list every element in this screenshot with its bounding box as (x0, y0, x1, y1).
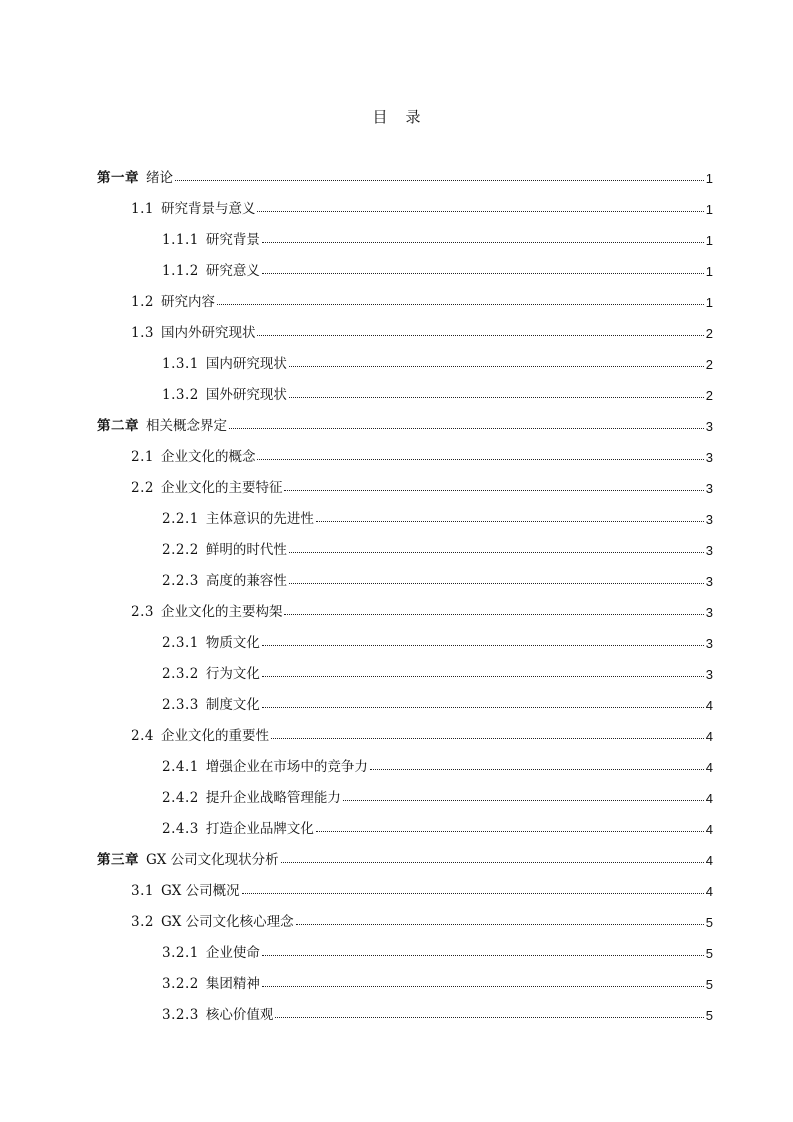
toc-entry[interactable]: 3.2.2 集团精神 5 (162, 976, 713, 992)
dot-leader (229, 428, 704, 429)
dot-leader (262, 645, 704, 646)
dot-leader (289, 366, 704, 367)
dot-leader (296, 924, 704, 925)
dot-leader (289, 583, 704, 584)
page-number: 4 (705, 822, 713, 837)
dot-leader (257, 459, 703, 460)
toc-entry[interactable]: 2.2.3 高度的兼容性 3 (162, 573, 713, 589)
page-number: 1 (705, 233, 713, 248)
toc-entry[interactable]: 2.3.1 物质文化 3 (162, 635, 713, 651)
dot-leader (217, 304, 704, 305)
dot-leader (316, 831, 704, 832)
dot-leader (262, 707, 704, 708)
dot-leader (343, 800, 704, 801)
dot-leader (257, 211, 703, 212)
toc-entry[interactable]: 2.1 企业文化的概念 3 (131, 449, 713, 465)
toc-entry[interactable]: 3.1 GX 公司概况 4 (131, 883, 713, 899)
dot-leader (175, 180, 704, 181)
page-number: 3 (705, 450, 713, 465)
toc-entry[interactable]: 1.1 研究背景与意义 1 (131, 201, 713, 217)
page-number: 5 (705, 977, 713, 992)
page-number: 5 (705, 915, 713, 930)
dot-leader (275, 1017, 703, 1018)
dot-leader (262, 242, 704, 243)
toc-entry[interactable]: 2.3.2 行为文化 3 (162, 666, 713, 682)
page-number: 4 (705, 729, 713, 744)
dot-leader (284, 614, 703, 615)
page-number: 1 (705, 202, 713, 217)
toc-entry[interactable]: 1.3.1 国内研究现状 2 (162, 356, 713, 372)
toc-entry[interactable]: 第二章 相关概念界定 3 (97, 418, 713, 434)
page-number: 1 (705, 171, 713, 186)
dot-leader (284, 490, 703, 491)
toc-entry[interactable]: 1.1.1 研究背景 1 (162, 232, 713, 248)
toc-entry[interactable]: 2.2 企业文化的主要特征 3 (131, 480, 713, 496)
dot-leader (289, 397, 704, 398)
page-number: 3 (705, 667, 713, 682)
page-number: 2 (705, 357, 713, 372)
page-number: 5 (705, 1008, 713, 1023)
dot-leader (262, 955, 704, 956)
toc-entry[interactable]: 第一章 绪论 1 (97, 170, 713, 186)
page-number: 2 (705, 326, 713, 341)
page-number: 3 (705, 543, 713, 558)
page-number: 3 (705, 419, 713, 434)
toc-entry[interactable]: 2.4.3 打造企业品牌文化 4 (162, 821, 713, 837)
page-number: 4 (705, 791, 713, 806)
dot-leader (271, 738, 704, 739)
page-number: 1 (705, 295, 713, 310)
toc-entry[interactable]: 2.4.1 增强企业在市场中的竞争力 4 (162, 759, 713, 775)
dot-leader (281, 862, 704, 863)
page-number: 4 (705, 884, 713, 899)
page-number: 5 (705, 946, 713, 961)
dot-leader (257, 335, 703, 336)
toc-entry[interactable]: 1.3 国内外研究现状 2 (131, 325, 713, 341)
toc-entry[interactable]: 2.4.2 提升企业战略管理能力 4 (162, 790, 713, 806)
page-number: 3 (705, 481, 713, 496)
toc-entry[interactable]: 3.2.1 企业使命 5 (162, 945, 713, 961)
toc-title: 目录 (372, 108, 439, 126)
dot-leader (262, 986, 704, 987)
dot-leader (262, 676, 704, 677)
toc-entry[interactable]: 1.3.2 国外研究现状 2 (162, 387, 713, 403)
toc-entry[interactable]: 第三章 GX 公司文化现状分析 4 (97, 852, 713, 868)
dot-leader (289, 552, 704, 553)
page-number: 3 (705, 512, 713, 527)
page-number: 4 (705, 698, 713, 713)
toc-entry[interactable]: 2.2.2 鲜明的时代性 3 (162, 542, 713, 558)
page-number: 1 (705, 264, 713, 279)
page-number: 2 (705, 388, 713, 403)
dot-leader (316, 521, 704, 522)
page-number: 4 (705, 760, 713, 775)
dot-leader (262, 273, 704, 274)
dot-leader (370, 769, 704, 770)
toc-entry[interactable]: 3.2.3 核心价值观 5 (162, 1007, 713, 1023)
toc-entry[interactable]: 2.3.3 制度文化 4 (162, 697, 713, 713)
toc-entry[interactable]: 2.2.1 主体意识的先进性 3 (162, 511, 713, 527)
toc-entry[interactable]: 2.3 企业文化的主要构架 3 (131, 604, 713, 620)
toc-entry[interactable]: 1.2 研究内容 1 (131, 294, 713, 310)
toc-entry[interactable]: 1.1.2 研究意义 1 (162, 263, 713, 279)
page-number: 3 (705, 605, 713, 620)
page-number: 3 (705, 574, 713, 589)
toc-entry[interactable]: 3.2 GX 公司文化核心理念 5 (131, 914, 713, 930)
page-number: 4 (705, 853, 713, 868)
toc-entry[interactable]: 2.4 企业文化的重要性 4 (131, 728, 713, 744)
dot-leader (242, 893, 704, 894)
page-number: 3 (705, 636, 713, 651)
